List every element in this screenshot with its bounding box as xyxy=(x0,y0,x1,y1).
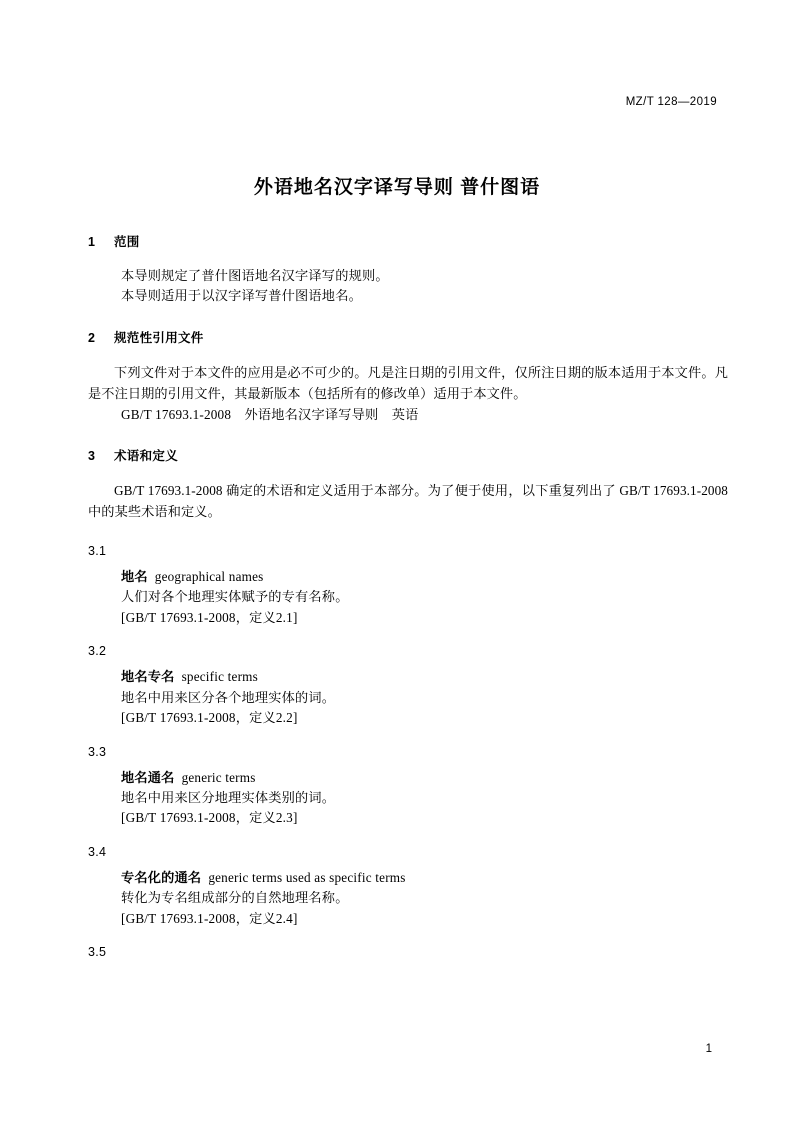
term-zh-3-3: 地名通名 xyxy=(121,769,175,785)
term-zh-3-4: 专名化的通名 xyxy=(121,869,202,885)
term-en-3-4: generic terms used as specific terms xyxy=(208,869,406,885)
page-number: 1 xyxy=(705,1043,712,1055)
term-definition-3-1: 人们对各个地理实体赋予的专有名称。 xyxy=(121,589,349,605)
term-en-3-2: specific terms xyxy=(181,669,258,685)
term-definition-3-2: 地名中用来区分各个地理实体的词。 xyxy=(121,689,336,705)
page-title: 外语地名汉字译写导则 普什图语 xyxy=(253,177,541,198)
term-index-3-2: 3.2 xyxy=(88,644,107,659)
section-heading-3 xyxy=(88,446,728,464)
term-zh-3-2: 地名专名 xyxy=(121,669,175,685)
section-title-1: 范围 xyxy=(114,235,140,249)
term-name-3-2 xyxy=(88,667,728,687)
section-2-reference: GB/T 17693.1-2008 外语地名汉字译写导则 英语 xyxy=(121,406,419,422)
term-index-3-5: 3.5 xyxy=(88,945,107,960)
document-body xyxy=(88,232,728,959)
term-definition-3-3: 地名中用来区分地理实体类别的词。 xyxy=(121,790,336,806)
term-name-3-4 xyxy=(88,868,728,888)
section-3-paragraph: GB/T 17693.1-2008 确定的术语和定义适用于本部分。为了便于使用，以下重复列出了 GB/T 17693.1-2008 中的某些术语和定义。 xyxy=(88,483,728,520)
term-en-3-3: generic terms xyxy=(181,769,256,785)
term-source-3-1: [GB/T 17693.1-2008，定义2.1] xyxy=(121,609,298,625)
section-title-2: 规范性引用文件 xyxy=(114,330,204,345)
section-2-paragraph: 下列文件对于本文件的应用是必不可少的。凡是注日期的引用文件，仅所注日期的版本适用于本文件。凡是不注日期的引用文件，其最新版本（包括所有的修改单）适用于本文件。 xyxy=(88,364,728,402)
term-index-3-1: 3.1 xyxy=(88,543,107,558)
section-number-1: 1 xyxy=(88,235,96,249)
term-index-3-4: 3.4 xyxy=(88,844,107,859)
term-zh-3-1: 地名 xyxy=(121,568,148,584)
term-name-3-1 xyxy=(88,567,728,587)
section-number-2: 2 xyxy=(88,330,96,345)
section-1-line-2: 本导则适用于以汉字译写普什图语地名。 xyxy=(121,288,362,304)
term-source-3-3: [GB/T 17693.1-2008，定义2.3] xyxy=(121,810,298,826)
section-1-line-1: 本导则规定了普什图语地名汉字译写的规则。 xyxy=(121,268,389,283)
term-source-3-2: [GB/T 17693.1-2008，定义2.2] xyxy=(121,710,298,726)
section-heading-1 xyxy=(88,232,728,250)
term-source-3-4: [GB/T 17693.1-2008，定义2.4] xyxy=(121,910,298,926)
section-heading-2 xyxy=(88,328,728,346)
term-index-3-3: 3.3 xyxy=(88,744,107,759)
standard-code: MZ/T 128—2019 xyxy=(625,96,717,108)
term-definition-3-4: 转化为专名组成部分的自然地理名称。 xyxy=(121,890,349,906)
section-number-3: 3 xyxy=(88,449,96,464)
section-title-3: 术语和定义 xyxy=(114,449,179,464)
term-en-3-1: geographical names xyxy=(154,568,264,584)
term-name-3-3 xyxy=(88,768,728,788)
